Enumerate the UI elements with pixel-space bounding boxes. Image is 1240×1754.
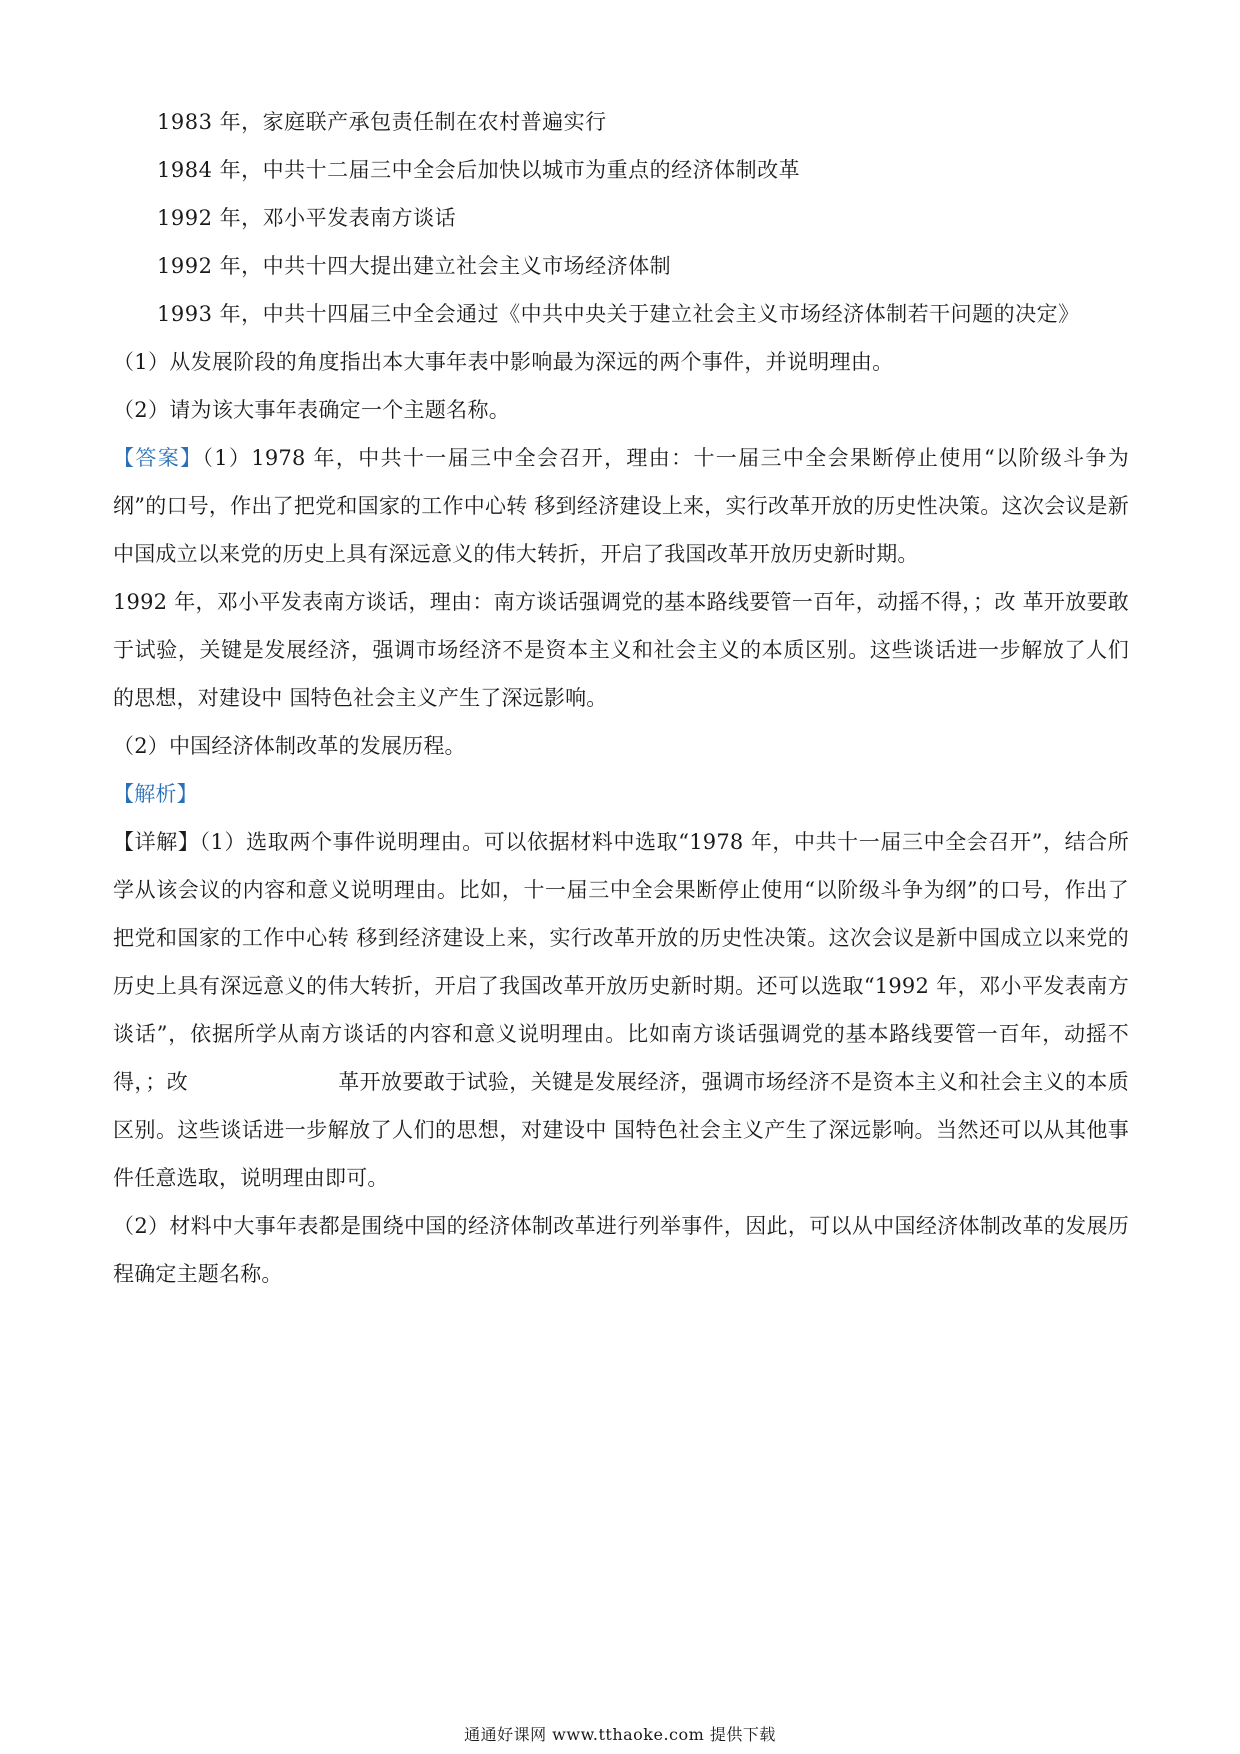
detail-tag: 【详解】 [113, 830, 200, 854]
document-page [113, 98, 1129, 1298]
answer-part1 [113, 434, 1129, 578]
event-timeline [113, 98, 1129, 338]
answer-part2: （2）中国经济体制改革的发展历程。 [113, 734, 466, 758]
answer-part1-text: （1）1978 年，中共十一届三中全会召开，理由：十一届三中全会果断停止使用“以阶级斗争为纲”的口号，作出了把党和国家的工作中心转 移到经济建设上来，实行改革开放的历史性决策。这次会议是新中国成立以来党的历史上具有深远意义的伟大转折，开启了我国改革开放历史新时期。 [113, 446, 1129, 566]
timeline-item: 1992 年，邓小平发表南方谈话 [157, 206, 457, 230]
question-1: （1）从发展阶段的角度指出本大事年表中影响最为深远的两个事件，并说明理由。 [113, 350, 894, 374]
detail-part1 [113, 818, 1129, 1202]
detail-part1-text-a: （1）选取两个事件说明理由。可以依据材料中选取“1978 年，中共十一届三中全会召开”，结合所学从该会议的内容和意义说明理由。比如，十一届三中全会果断停止使用“以阶级斗争为纲”的口号，作出了把党和国家的工作中心转 移到经济建设上来，实行改革开放的历史性决策。这次会议是新中国成立以来党的历史上具有深远意义的伟大转折，开启了我国改革开放历史新时期。还可以选取“1992 年，邓小平发表南方谈话”，依据所学从南方谈话的内容和意义说明理由。比如南方谈话强调党的基本路线要管一百年，动摇不得，；改 [113, 830, 1129, 1094]
timeline-item: 1993 年，中共十四届三中全会通过《中共中央关于建立社会主义市场经济体制若干问题的决定》 [157, 302, 1080, 326]
timeline-item: 1983 年，家庭联产承包责任制在农村普遍实行 [157, 110, 607, 134]
timeline-item: 1992 年，中共十四大提出建立社会主义市场经济体制 [157, 254, 672, 278]
timeline-item: 1984 年，中共十二届三中全会后加快以城市为重点的经济体制改革 [157, 158, 801, 182]
analysis-heading [113, 770, 1129, 818]
detail-part2: （2）材料中大事年表都是围绕中国的经济体制改革进行列举事件，因此，可以从中国经济体制改革的发展历程确定主题名称。 [113, 1214, 1129, 1286]
analysis-tag: 【解析】 [113, 782, 198, 806]
answer-part1-second: 1992 年，邓小平发表南方谈话，理由：南方谈话强调党的基本路线要管一百年，动摇不得，；改 革开放要敢于试验，关键是发展经济，强调市场经济不是资本主义和社会主义的本质区别。这些谈话进一步解放了人们的思想，对建设中 国特色社会主义产生了深远影响。 [113, 590, 1129, 710]
question-2: （2）请为该大事年表确定一个主题名称。 [113, 398, 511, 422]
detail-part1-text-b: 革开放要敢于试验，关键是发展经济，强调市场经济不是资本主义和社会主义的本质区别。这些谈话进一步解放了人们的思想，对建设中 国特色社会主义产生了深远影响。当然还可以从其他事件任意选取，说明理由即可。 [113, 1070, 1129, 1190]
answer-tag: 【答案】 [113, 446, 203, 470]
page-footer: 通通好课网 www.tthaoke.com 提供下载 [464, 1725, 776, 1744]
